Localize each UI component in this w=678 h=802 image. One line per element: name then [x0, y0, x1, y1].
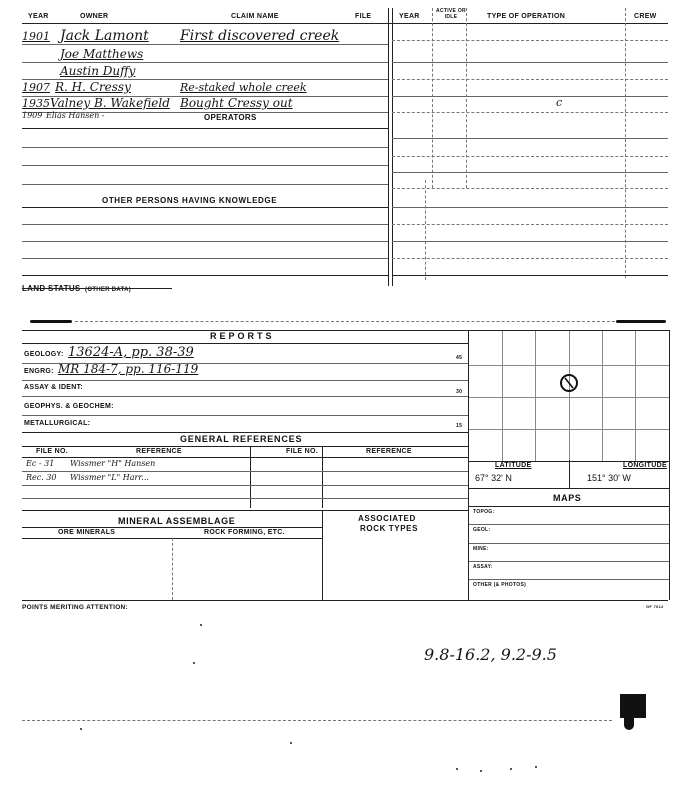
gr-row-2-file: Rec. 30 [26, 473, 57, 482]
gr-row-1-file: Ec - 31 [26, 459, 55, 468]
rock-forming-label: ROCK FORMING, ETC. [204, 529, 285, 536]
gr-header-reference: REFERENCE [136, 448, 182, 455]
metallurgical-label: METALLURGICAL: [24, 420, 91, 427]
gr-row-2-ref: Wissmer "L" Harr... [70, 473, 149, 482]
geology-value: 13624-A, pp. 38-39 [68, 345, 194, 360]
black-square-tail [624, 718, 634, 730]
maps-other: OTHER (& PHOTOS) [473, 582, 527, 588]
maps-title: MAPS [553, 493, 582, 503]
maps-topog: TOPOG: [473, 509, 495, 515]
gr-header-reference-2: REFERENCE [366, 448, 412, 455]
row-6-owner: Elias Hansen - [46, 111, 105, 120]
maps-assay: ASSAY: [473, 564, 493, 570]
geology-label: GEOLOGY: [24, 351, 64, 358]
header-owner: OWNER [80, 13, 109, 20]
other-persons-label: OTHER PERSONS HAVING KNOWLEDGE [102, 196, 278, 205]
tick-30: 30 [456, 389, 463, 395]
mineral-assemblage-title: MINERAL ASSEMBLAGE [118, 516, 236, 526]
header-active-or-idle: ACTIVE OR IDLE [436, 8, 466, 20]
gr-header-file-no-2: FILE NO. [286, 448, 318, 455]
reports-title: REPORTS [210, 331, 275, 341]
tick-45: 45 [456, 355, 463, 361]
row-5-claim: Bought Cressy out [180, 96, 293, 110]
gr-header-file-no: FILE NO. [36, 448, 68, 455]
maps-mine: MINE: [473, 546, 489, 552]
header-crew: CREW [634, 13, 657, 20]
associated-label-2: ROCK TYPES [360, 524, 419, 533]
land-status-sub: (OTHER DATA) [85, 287, 132, 293]
location-grid [468, 330, 670, 462]
general-references-title: GENERAL REFERENCES [180, 434, 303, 444]
ore-minerals-label: ORE MINERALS [58, 529, 116, 536]
tick-15: 15 [456, 423, 463, 429]
row-4-year: 1907 [22, 81, 50, 94]
land-status-label: LAND STATUS [22, 284, 81, 293]
maps-geol: GEOL: [473, 527, 491, 533]
row-5-owner: Valney B. Wakefield [50, 96, 170, 110]
row-6-year: 1909 [22, 111, 43, 120]
handwritten-note: 9.8-16.2, 9.2-9.5 [424, 645, 557, 664]
row-3-owner: Austin Duffy [60, 64, 136, 78]
row-4-owner: R. H. Cressy [55, 80, 131, 94]
black-square [620, 694, 646, 718]
geophys-label: GEOPHYS. & GEOCHEM: [24, 403, 114, 410]
header-type-of-operation: TYPE OF OPERATION [487, 13, 566, 20]
header-claim-name: CLAIM NAME [231, 13, 279, 20]
coordinates-box [468, 460, 670, 489]
row-1-owner: Jack Lamont [60, 28, 149, 44]
operation-mark: c [556, 96, 563, 109]
associated-label-1: ASSOCIATED [358, 514, 416, 523]
row-1-claim: First discovered creek [180, 28, 340, 44]
claim-table [0, 0, 678, 290]
land-status [22, 278, 131, 296]
assay-label: ASSAY & IDENT: [24, 384, 84, 391]
points-meriting-label: POINTS MERITING ATTENTION: [22, 604, 129, 611]
row-1-year: 1901 [22, 30, 50, 43]
longitude-value: 151° 30' W [587, 473, 631, 483]
location-marker-icon [557, 371, 581, 395]
header-year-2: YEAR [399, 13, 420, 20]
header-year: YEAR [28, 13, 49, 20]
row-4-claim: Re-staked whole creek [180, 81, 307, 94]
gr-row-1-ref: Wissmer "H" Hansen [70, 459, 156, 468]
longitude-label: LONGITUDE [623, 462, 667, 469]
form-number: GF 7612 [646, 604, 664, 609]
row-5-year: 1935 [22, 97, 50, 110]
engrg-value: MR 184-7, pp. 116-119 [58, 362, 199, 376]
latitude-value: 67° 32' N [475, 473, 512, 483]
latitude-label: LATITUDE [495, 462, 532, 469]
operators-label: OPERATORS [204, 113, 257, 122]
maps-box [468, 488, 670, 600]
header-file: FILE [355, 13, 372, 20]
row-2-owner: Joe Matthews [60, 47, 144, 61]
engrg-label: ENGRG: [24, 368, 54, 375]
